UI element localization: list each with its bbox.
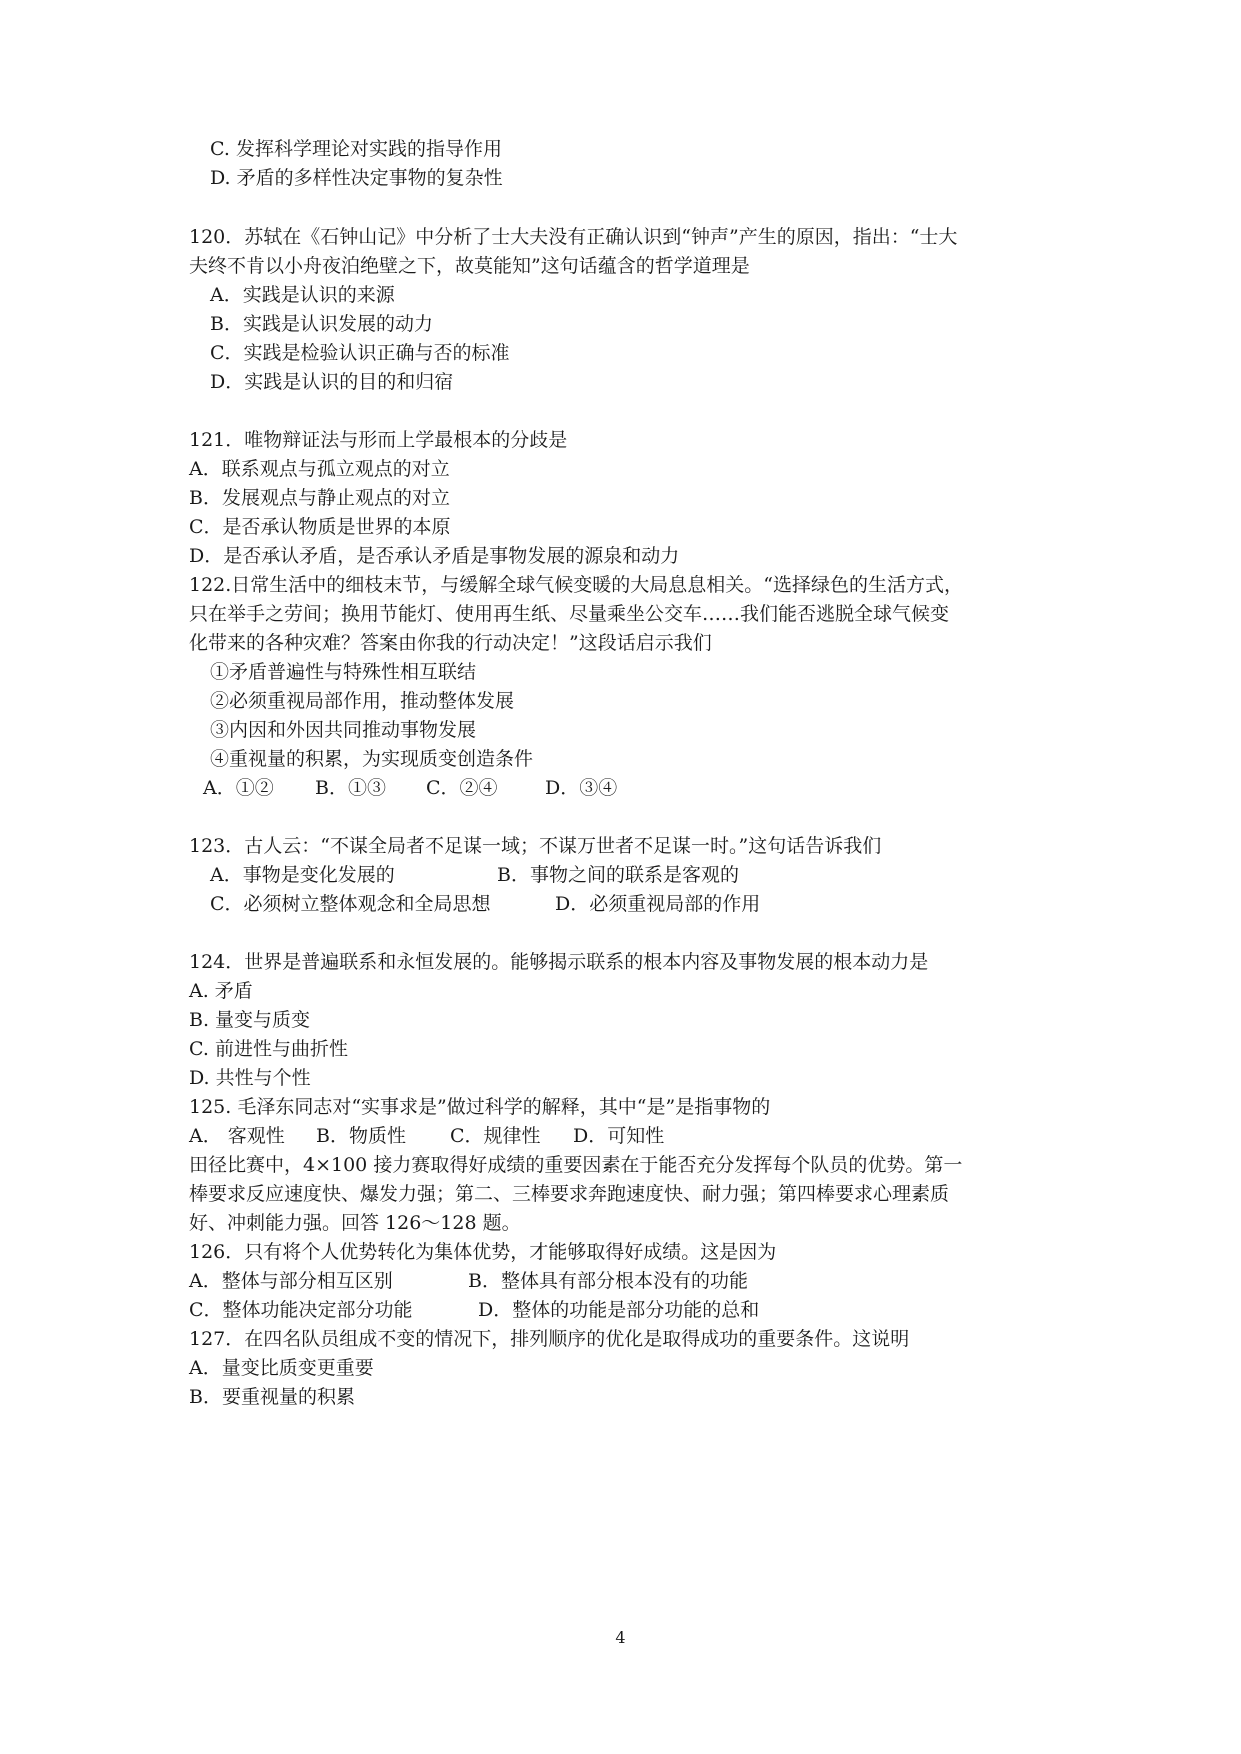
q121-stem: 121．唯物辩证法与形而上学最根本的分歧是 xyxy=(189,429,568,451)
q125-stem: 125. 毛泽东同志对“实事求是”做过科学的解释，其中“是”是指事物的 xyxy=(189,1096,771,1118)
passage-line2: 棒要求反应速度快、爆发力强；第二、三棒要求奔跑速度快、耐力强；第四棒要求心理素质 xyxy=(189,1183,950,1205)
q123-option-d: D．必须重视局部的作用 xyxy=(555,893,761,915)
q120-stem-line2: 夫终不肯以小舟夜泊绝壁之下，故莫能知”这句话蕴含的哲学道理是 xyxy=(189,255,750,277)
q126-option-b: B．整体具有部分根本没有的功能 xyxy=(468,1270,748,1292)
q127-option-a: A．量变比质变更重要 xyxy=(189,1357,374,1379)
q120-stem-line1: 120．苏轼在《石钟山记》中分析了士大夫没有正确认识到“钟声”产生的原因，指出：“士大 xyxy=(189,226,958,248)
q122-option-b: B．①③ xyxy=(315,777,386,799)
prev-option-d: D. 矛盾的多样性决定事物的复杂性 xyxy=(210,167,503,189)
q124-option-d: D. 共性与个性 xyxy=(189,1067,311,1089)
q122-option-a: A．①② xyxy=(203,777,274,799)
q122-item-1: ①矛盾普遍性与特殊性相互联结 xyxy=(210,661,477,683)
q126-options-row-1 xyxy=(0,1268,1241,1294)
q122-option-d: D．③④ xyxy=(545,777,618,799)
q122-option-c: C．②④ xyxy=(426,777,498,799)
prev-option-c: C. 发挥科学理论对实践的指导作用 xyxy=(210,138,502,160)
q121-option-b: B．发展观点与静止观点的对立 xyxy=(189,487,450,509)
q123-options-row-2 xyxy=(0,891,1241,917)
q124-option-a: A. 矛盾 xyxy=(189,980,253,1002)
q122-item-2: ②必须重视局部作用，推动整体发展 xyxy=(210,690,515,712)
q122-options-row xyxy=(0,775,1241,801)
q123-option-a: A．事物是变化发展的 xyxy=(210,864,395,886)
q127-stem: 127．在四名队员组成不变的情况下，排列顺序的优化是取得成功的重要条件。这说明 xyxy=(189,1328,910,1350)
q125-option-b: B．物质性 xyxy=(316,1125,406,1147)
q123-options-row-1 xyxy=(0,862,1241,888)
q125-option-c: C．规律性 xyxy=(450,1125,541,1147)
q124-option-c: C. 前进性与曲折性 xyxy=(189,1038,348,1060)
q122-stem-line1: 122.日常生活中的细枝末节，与缓解全球气候变暖的大局息息相关。“选择绿色的生活方式， xyxy=(189,574,964,596)
q126-option-d: D．整体的功能是部分功能的总和 xyxy=(478,1299,760,1321)
q123-option-c: C．必须树立整体观念和全局思想 xyxy=(210,893,491,915)
q122-item-4: ④重视量的积累，为实现质变创造条件 xyxy=(210,748,534,770)
q120-option-b: B．实践是认识发展的动力 xyxy=(210,313,433,335)
q120-option-c: C．实践是检验认识正确与否的标准 xyxy=(210,342,510,364)
q121-option-d: D．是否承认矛盾，是否承认矛盾是事物发展的源泉和动力 xyxy=(189,545,680,567)
q123-stem: 123．古人云：“不谋全局者不足谋一域；不谋万世者不足谋一时。”这句话告诉我们 xyxy=(189,835,882,857)
q120-option-a: A．实践是认识的来源 xyxy=(210,284,395,306)
q126-stem: 126．只有将个人优势转化为集体优势，才能够取得好成绩。这是因为 xyxy=(189,1241,777,1263)
q124-stem: 124．世界是普遍联系和永恒发展的。能够揭示联系的根本内容及事物发展的根本动力是 xyxy=(189,951,929,973)
q121-option-c: C．是否承认物质是世界的本原 xyxy=(189,516,451,538)
page-number: 4 xyxy=(615,1628,626,1647)
q124-option-b: B. 量变与质变 xyxy=(189,1009,311,1031)
q125-options-row xyxy=(0,1123,1241,1149)
q126-option-a: A．整体与部分相互区别 xyxy=(189,1270,393,1292)
q123-option-b: B．事物之间的联系是客观的 xyxy=(497,864,739,886)
q126-options-row-2 xyxy=(0,1297,1241,1323)
q122-stem-line3: 化带来的各种灾难？答案由你我的行动决定！”这段话启示我们 xyxy=(189,632,712,654)
q126-option-c: C．整体功能决定部分功能 xyxy=(189,1299,413,1321)
q127-option-b: B．要重视量的积累 xyxy=(189,1386,355,1408)
q122-item-3: ③内因和外因共同推动事物发展 xyxy=(210,719,477,741)
q122-stem-line2: 只在举手之劳间；换用节能灯、使用再生纸、尽量乘坐公交车……我们能否逃脱全球气候变 xyxy=(189,603,950,625)
passage-line1: 田径比赛中，4×100 接力赛取得好成绩的重要因素在于能否充分发挥每个队员的优势。第一 xyxy=(189,1154,963,1176)
passage-line3: 好、冲刺能力强。回答 126～128 题。 xyxy=(189,1212,521,1234)
q120-option-d: D．实践是认识的目的和归宿 xyxy=(210,371,454,393)
q125-option-a: A． 客观性 xyxy=(189,1125,285,1147)
q121-option-a: A．联系观点与孤立观点的对立 xyxy=(189,458,450,480)
q125-option-d: D．可知性 xyxy=(573,1125,665,1147)
